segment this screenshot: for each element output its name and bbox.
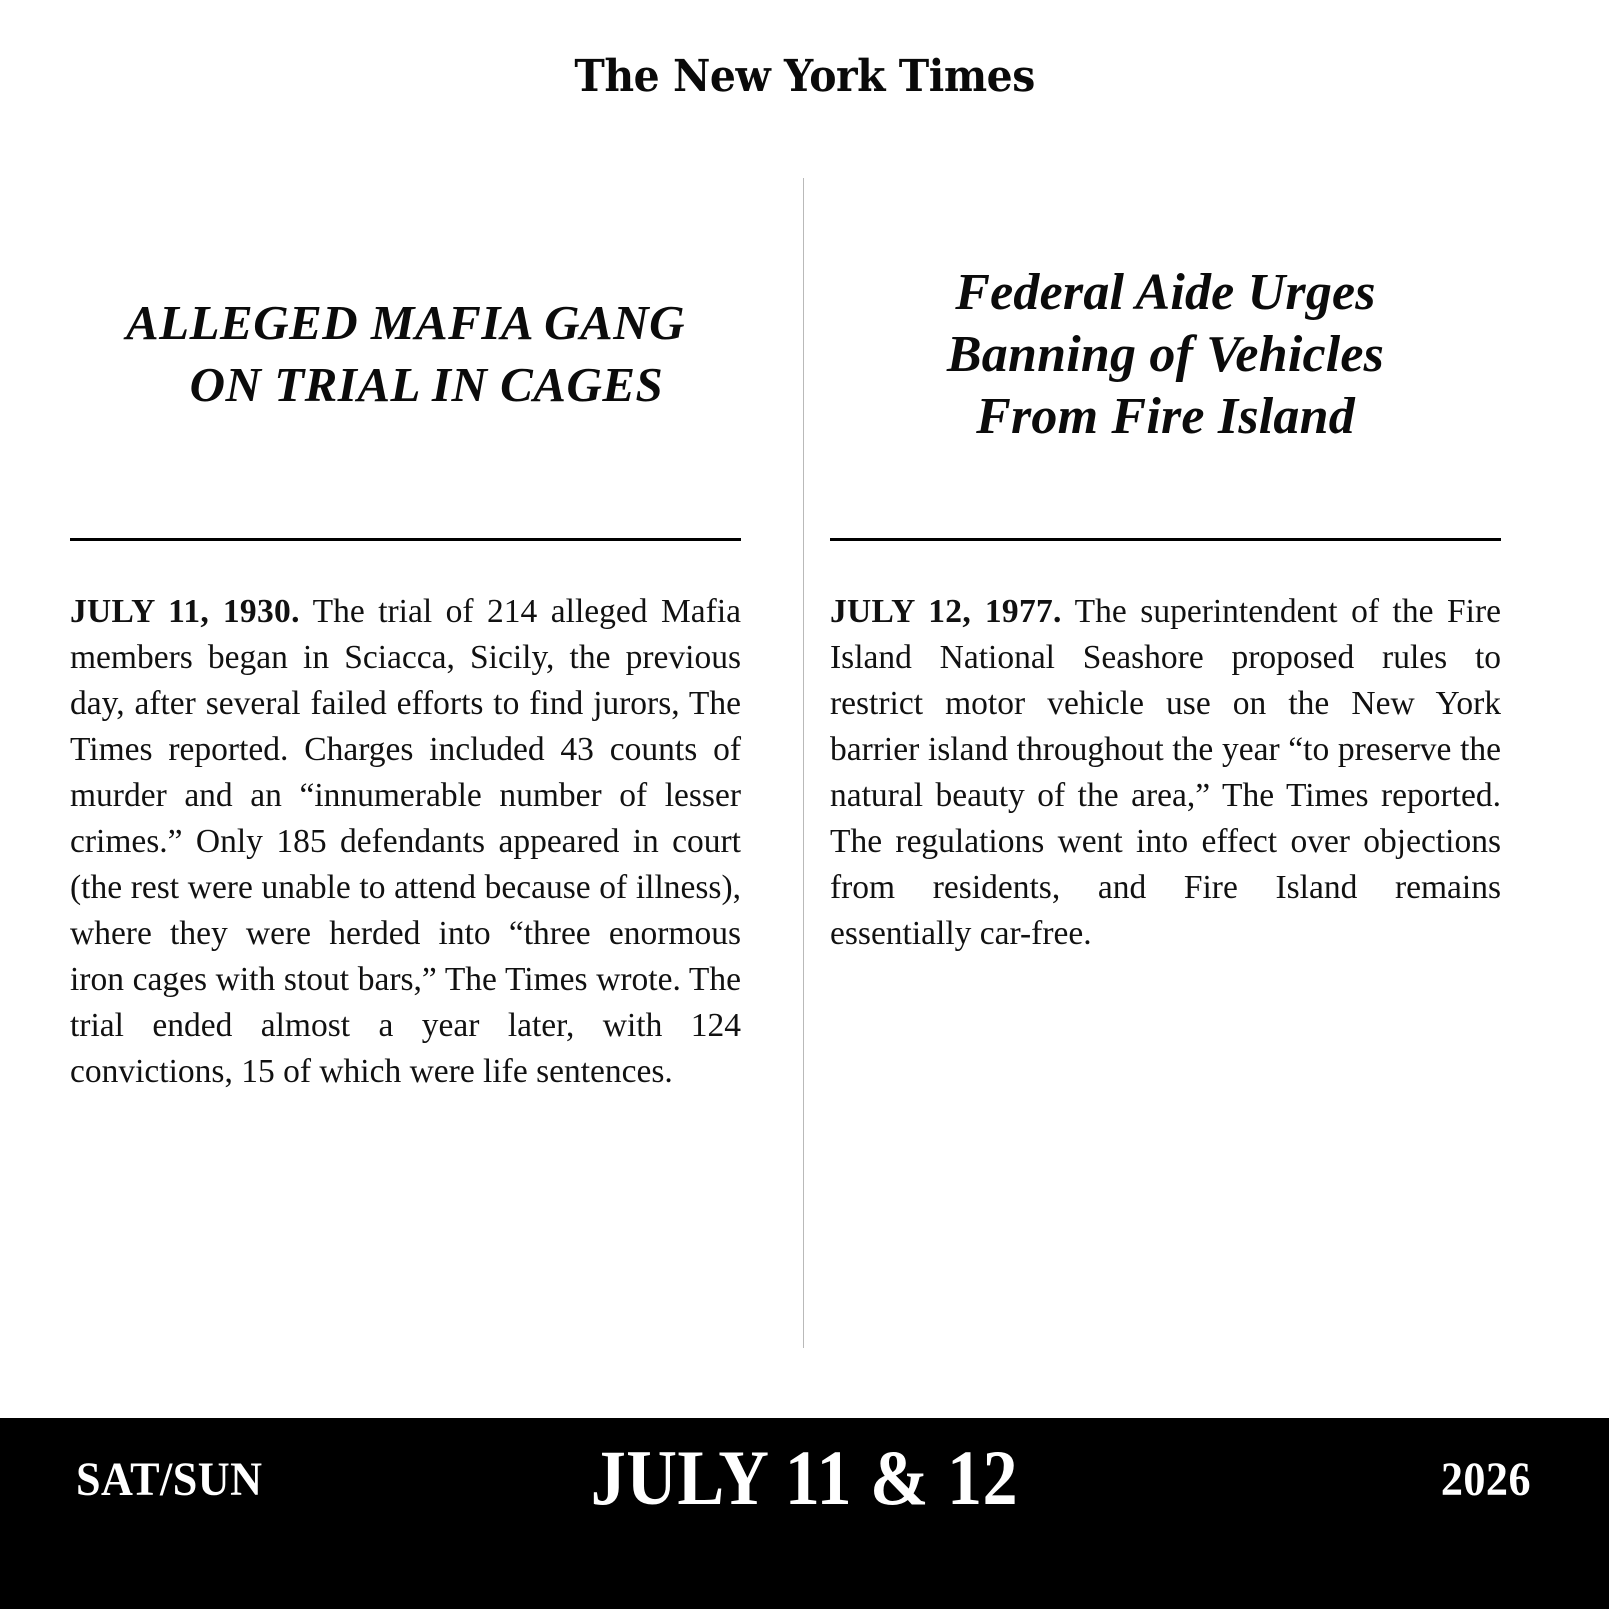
article-body-text-left: The trial of 214 alleged Mafia members began in Sciacca, Sicily, the previous day, after several failed efforts to find jurors, The Times reported. Charges included 43 counts of murder and an “innumerable number of lesser crimes.” Only 185 defendants appeared in court (the rest were unable to attend because of illness), where they were herded into “three enormous iron cages with stout bars,” The Times wrote. The trial ended almost a year later, with 124 convictions, 15 of which were life sentences.: [70, 592, 741, 1090]
headline-right-line-1: Federal Aide Urges: [955, 264, 1376, 321]
footer-inner: [0, 1418, 1609, 1609]
footer-bar: [0, 1418, 1609, 1609]
headline-right-line-3: From Fire Island: [976, 388, 1355, 445]
article-body-text-right: The superintendent of the Fire Island National Seashore proposed rules to restrict motor vehicle use on the New York barrier island throughout the year “to preserve the natural beauty of the area,” The Times reported. The regulations went into effect over objections from residents, and Fire Island remains essentially car-free.: [830, 592, 1501, 952]
headline-rule-right: [830, 538, 1501, 541]
footer-year: 2026: [1440, 1453, 1531, 1506]
article-body-right: [830, 589, 1501, 957]
headline-right: [830, 262, 1501, 448]
headline-rule-left: [70, 538, 741, 541]
column-divider: [803, 178, 804, 1348]
dateline-left: JULY 11, 1930.: [70, 592, 300, 630]
headline-left-line-2: ON TRIAL IN CAGES: [189, 357, 664, 412]
headline-left: [70, 292, 741, 416]
footer-weekday: SAT/SUN: [76, 1453, 263, 1506]
headline-block-right: [830, 170, 1501, 525]
masthead: [0, 52, 1609, 102]
footer-date: [0, 1432, 1609, 1524]
footer-date-text: JULY 11 & 12: [590, 1434, 1019, 1521]
headline-block-left: [70, 170, 741, 525]
masthead-title: The New York Times: [574, 51, 1035, 102]
headline-left-line-1: ALLEGED MAFIA GANG: [125, 295, 685, 350]
dateline-right: JULY 12, 1977.: [830, 592, 1062, 630]
article-body-left: [70, 589, 741, 1095]
headline-right-line-2: Banning of Vehicles: [946, 326, 1385, 383]
